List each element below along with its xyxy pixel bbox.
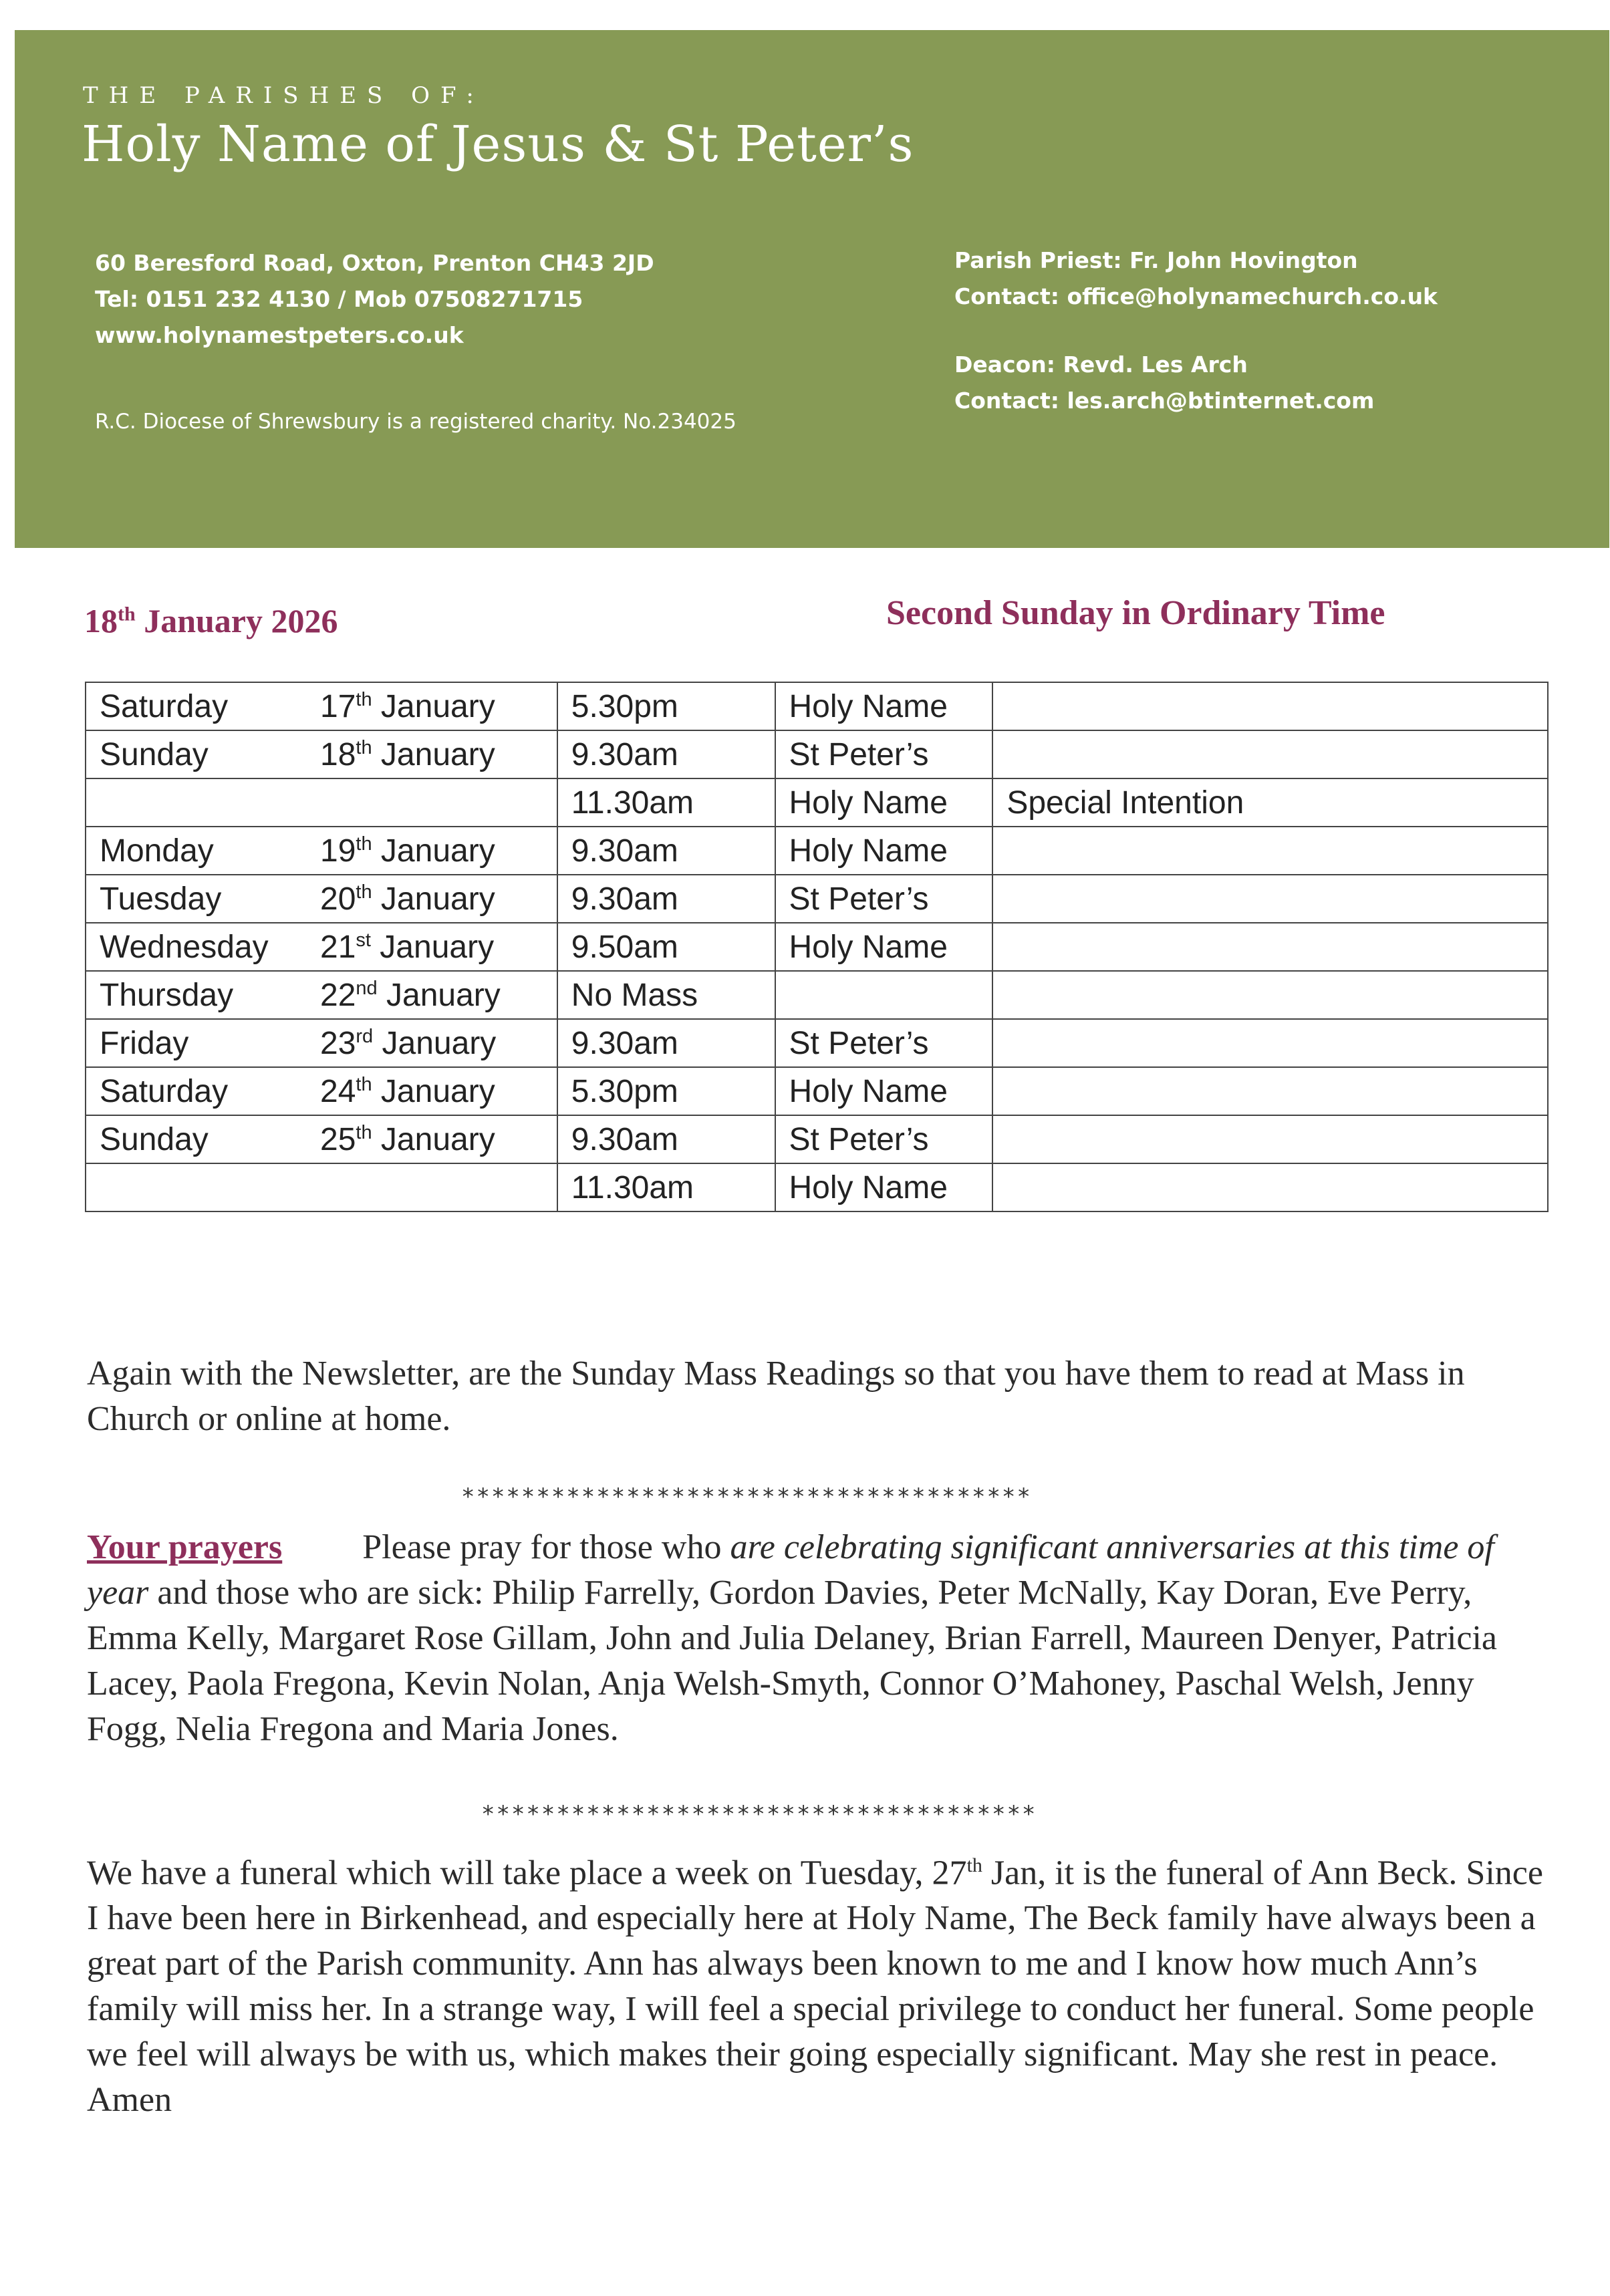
charity-note: R.C. Diocese of Shrewsbury is a registered charity. No.234025 — [95, 410, 736, 434]
schedule-intention — [992, 875, 1548, 923]
address: 60 Beresford Road, Oxton, Prenton CH43 2JD — [95, 250, 654, 276]
schedule-time: 5.30pm — [557, 1067, 775, 1115]
schedule-day-date: Sunday 18th January — [86, 730, 557, 778]
schedule-church: St Peter’s — [775, 1115, 993, 1163]
schedule-church: Holy Name — [775, 682, 993, 730]
schedule-intention — [992, 1115, 1548, 1163]
schedule-day-date: Friday 23rd January — [86, 1019, 557, 1067]
schedule-intention — [992, 971, 1548, 1019]
parishes-kicker: THE PARISHES OF: — [83, 82, 485, 109]
church-name: Holy Name of Jesus & St Peter’s — [82, 116, 914, 173]
deacon: Deacon: Revd. Les Arch — [954, 351, 1248, 378]
schedule-church: Holy Name — [775, 1163, 993, 1211]
schedule-row — [86, 778, 1548, 827]
schedule-intention — [992, 827, 1548, 875]
schedule-day-date: Sunday 25th January — [86, 1115, 557, 1163]
phone: Tel: 0151 232 4130 / Mob 07508271715 — [95, 286, 583, 312]
schedule-row — [86, 875, 1548, 923]
liturgical-title: Second Sunday in Ordinary Time — [886, 594, 1385, 632]
schedule-row — [86, 1019, 1548, 1067]
schedule-row — [86, 682, 1548, 730]
prayers-section: Your prayers Please pray for those who are celebrating significant anniversaries at this time of year and those who are sick: Philip Farrelly, Gordon Davies, Peter McNally, Kay Doran, Eve Perry, Emma Kelly, Margaret Rose Gillam, John and Julia Delaney, Brian Farrell, Maureen Denyer, Patricia Lacey, Paola Fregona, Kevin Nolan, Anja Welsh-Smyth, Connor O’Mahoney, Paschal Welsh, Jenny Fogg, Nelia Fregona and Maria Jones. — [87, 1528, 1498, 1748]
schedule-church: St Peter’s — [775, 730, 993, 778]
schedule-time: 9.30am — [557, 730, 775, 778]
schedule-church: St Peter’s — [775, 1019, 993, 1067]
readings-note: Again with the Newsletter, are the Sunday Mass Readings so that you have them to read at Mass in Church or online at home. — [87, 1354, 1465, 1438]
schedule-church: St Peter’s — [775, 875, 993, 923]
website-link[interactable]: www.holynamestpeters.co.uk — [95, 322, 464, 348]
schedule-intention — [992, 1067, 1548, 1115]
schedule-time: 5.30pm — [557, 682, 775, 730]
header-banner — [15, 30, 1609, 548]
priest-contact[interactable]: Contact: office@holynamechurch.co.uk — [954, 283, 1438, 309]
schedule-day-date: Wednesday 21st January — [86, 923, 557, 971]
schedule-intention — [992, 923, 1548, 971]
schedule-time: 9.30am — [557, 827, 775, 875]
schedule-row — [86, 827, 1548, 875]
schedule-time: 9.30am — [557, 1115, 775, 1163]
schedule-row — [86, 1115, 1548, 1163]
schedule-time: 9.30am — [557, 875, 775, 923]
separator: ************************************** — [461, 1483, 1032, 1510]
schedule-church — [775, 971, 993, 1019]
schedule-church: Holy Name — [775, 827, 993, 875]
mass-schedule-table — [85, 682, 1549, 1212]
schedule-row — [86, 971, 1548, 1019]
newsletter-date: 18th January 2026 — [84, 602, 338, 639]
schedule-intention — [992, 682, 1548, 730]
schedule-church: Holy Name — [775, 1067, 993, 1115]
schedule-time: 9.50am — [557, 923, 775, 971]
schedule-intention: Special Intention — [992, 778, 1548, 827]
schedule-time: 11.30am — [557, 778, 775, 827]
clergy-block — [954, 243, 1438, 419]
deacon-contact[interactable]: Contact: les.arch@btinternet.com — [954, 388, 1375, 414]
schedule-church: Holy Name — [775, 923, 993, 971]
schedule-day-date: Saturday 17th January — [86, 682, 557, 730]
funeral-notice: We have a funeral which will take place a week on Tuesday, 27th Jan, it is the funeral of Ann Beck. Since I have been here in Birkenhead, and especially here at Holy Name, The Beck family have always been a great part of the Parish community. Ann has always been known to me and I know how much Ann’s family will miss her. In a strange way, I will feel a special privilege to conduct her funeral. Some people we feel will always be with us, which makes their going especially significant. May she rest in peace. Amen — [87, 1854, 1543, 2120]
parish-priest: Parish Priest: Fr. John Hovington — [954, 247, 1358, 273]
schedule-time: 9.30am — [557, 1019, 775, 1067]
schedule-day-date: Monday 19th January — [86, 827, 557, 875]
schedule-row — [86, 730, 1548, 778]
separator: ************************************* — [481, 1801, 1037, 1828]
schedule-time: No Mass — [557, 971, 775, 1019]
schedule-day-date: Tuesday 20th January — [86, 875, 557, 923]
schedule-row — [86, 923, 1548, 971]
schedule-intention — [992, 1163, 1548, 1211]
contact-block — [95, 245, 654, 353]
schedule-day-date — [86, 1163, 557, 1211]
schedule-intention — [992, 730, 1548, 778]
schedule-day-date: Saturday 24th January — [86, 1067, 557, 1115]
prayers-heading: Your prayers — [87, 1528, 283, 1566]
schedule-row — [86, 1067, 1548, 1115]
schedule-time: 11.30am — [557, 1163, 775, 1211]
schedule-day-date: Thursday 22nd January — [86, 971, 557, 1019]
schedule-intention — [992, 1019, 1548, 1067]
schedule-day-date — [86, 778, 557, 827]
schedule-church: Holy Name — [775, 778, 993, 827]
schedule-row — [86, 1163, 1548, 1211]
